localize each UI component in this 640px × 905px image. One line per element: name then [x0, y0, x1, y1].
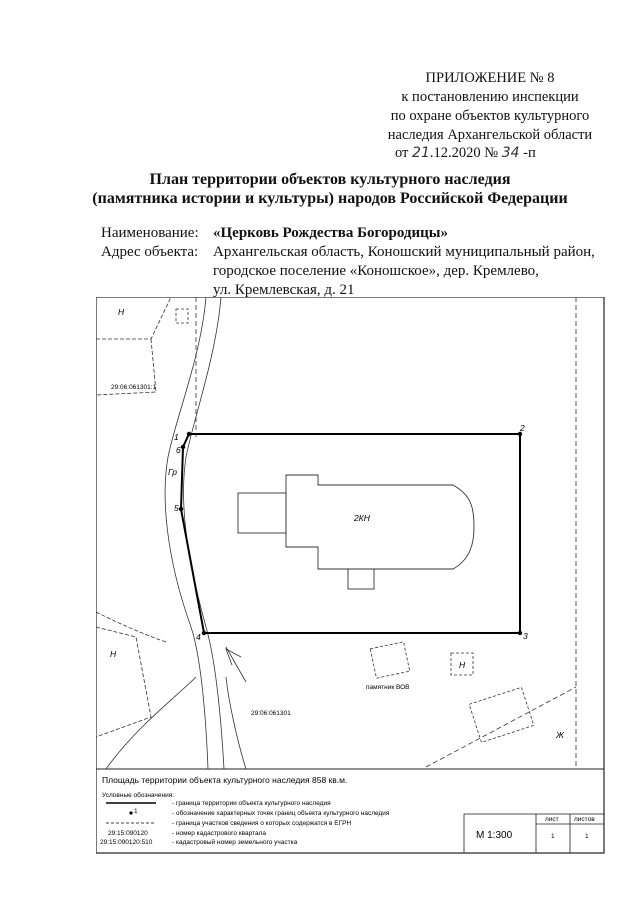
address-line-2: городское поселение «Коношское», дер. Кремлево,	[213, 263, 539, 279]
legend-texts	[100, 799, 390, 846]
address-label: Адрес объекта:	[101, 244, 199, 260]
parcel-left	[96, 627, 151, 737]
document-title-line-2: (памятника истории и культуры) народов Российской Федерации	[92, 190, 568, 207]
sheets-count: 1	[585, 833, 589, 840]
legend-text-1: - обозначение характерных точек границ объекта культурного наследия	[172, 810, 390, 817]
site-plan	[96, 297, 606, 857]
appendix-line-2: по охране объектов культурного	[390, 108, 590, 124]
sheets-header: листов	[574, 816, 595, 823]
area-text: Площадь территории объекта культурного наследия 858 кв.м.	[102, 775, 348, 785]
church-building	[238, 475, 474, 589]
address-line-3: ул. Кремлевская, д. 21	[213, 282, 355, 298]
label-pt5: 5	[174, 503, 179, 513]
legend-text-2: - граница участков сведения о которых содержатся в ЕГРН	[172, 820, 352, 827]
legend-title: Условные обозначения:	[102, 792, 175, 799]
church-main	[286, 475, 474, 569]
church-annex	[348, 569, 374, 589]
church-porch	[238, 493, 286, 533]
point-6	[181, 445, 185, 449]
small-outbuilding	[176, 309, 188, 323]
sheet-header: лист	[545, 816, 559, 823]
monument-outline	[370, 642, 409, 678]
label-n-right: Н	[459, 660, 466, 670]
label-pt2: 2	[520, 423, 525, 433]
document-title-line-1: План территории объектов культурного наследия	[149, 171, 511, 188]
address-line-1: Архангельская область, Коношский муниципальный район,	[213, 244, 595, 260]
road-branch-right	[226, 677, 246, 769]
map-area	[96, 297, 576, 769]
name-label: Наименование:	[101, 225, 199, 241]
plan-frame	[96, 297, 604, 853]
date-rest: .12.2020 №	[429, 145, 499, 161]
label-pt4: 4	[196, 632, 201, 642]
legend-sample-quarter: 29:15:090120	[108, 830, 148, 837]
date-number-handwritten: 34	[501, 145, 520, 161]
parcel-boundary-top-left	[96, 297, 171, 339]
appendix-title: ПРИЛОЖЕНИЕ № 8	[425, 70, 555, 86]
road-branch-left	[106, 677, 196, 769]
legend-samples	[106, 803, 156, 823]
point-3	[518, 631, 522, 635]
sheet-number: 1	[551, 833, 555, 840]
boundary-points	[179, 432, 522, 635]
heritage-boundary	[181, 434, 520, 633]
label-parcel-top: 29:06:061301:1	[111, 384, 157, 391]
direction-arrow	[226, 647, 246, 682]
appendix-line-1: к постановлению инспекции	[401, 89, 579, 105]
label-n-top: Н	[118, 307, 125, 317]
scale-label: М 1:300	[476, 830, 513, 841]
date-day-handwritten: 21	[412, 145, 430, 161]
appendix-line-3: наследия Архангельской области	[387, 127, 593, 143]
legend-sample-1: 1	[134, 808, 138, 815]
house-bottom-right	[469, 687, 534, 742]
point-4	[202, 631, 206, 635]
legend-text-4: - кадастровый номер земельного участка	[172, 839, 298, 846]
label-pt3: 3	[523, 631, 528, 641]
label-pt1: 1	[174, 432, 179, 442]
label-n-left: Н	[110, 649, 117, 659]
name-value: «Церковь Рождества Богородицы»	[213, 225, 448, 241]
label-building: 2КН	[354, 513, 370, 523]
label-parcel-bottom: 29:06:061301	[251, 710, 291, 717]
label-pt6: 6	[176, 445, 181, 455]
legend-sample-parcel: 29:15:090120:510	[100, 839, 153, 846]
legend-sample-point	[129, 811, 132, 814]
appendix-date	[395, 144, 536, 163]
label-memorial: памятник ВОВ	[366, 684, 410, 691]
label-zh: Ж	[556, 730, 564, 740]
date-suffix: -п	[523, 145, 536, 161]
legend-text-3: - номер кадастрового квартала	[172, 830, 267, 837]
legend-text-0: - граница территории объекта культурного наследия	[172, 800, 331, 807]
label-gr: Гр	[168, 467, 177, 477]
date-prefix: от	[395, 145, 409, 161]
map-labels	[110, 307, 565, 740]
point-1	[187, 432, 191, 436]
parcel-boundary-left	[96, 612, 166, 642]
point-5	[179, 507, 183, 511]
parcel-boundary-bottom-right	[426, 687, 576, 767]
